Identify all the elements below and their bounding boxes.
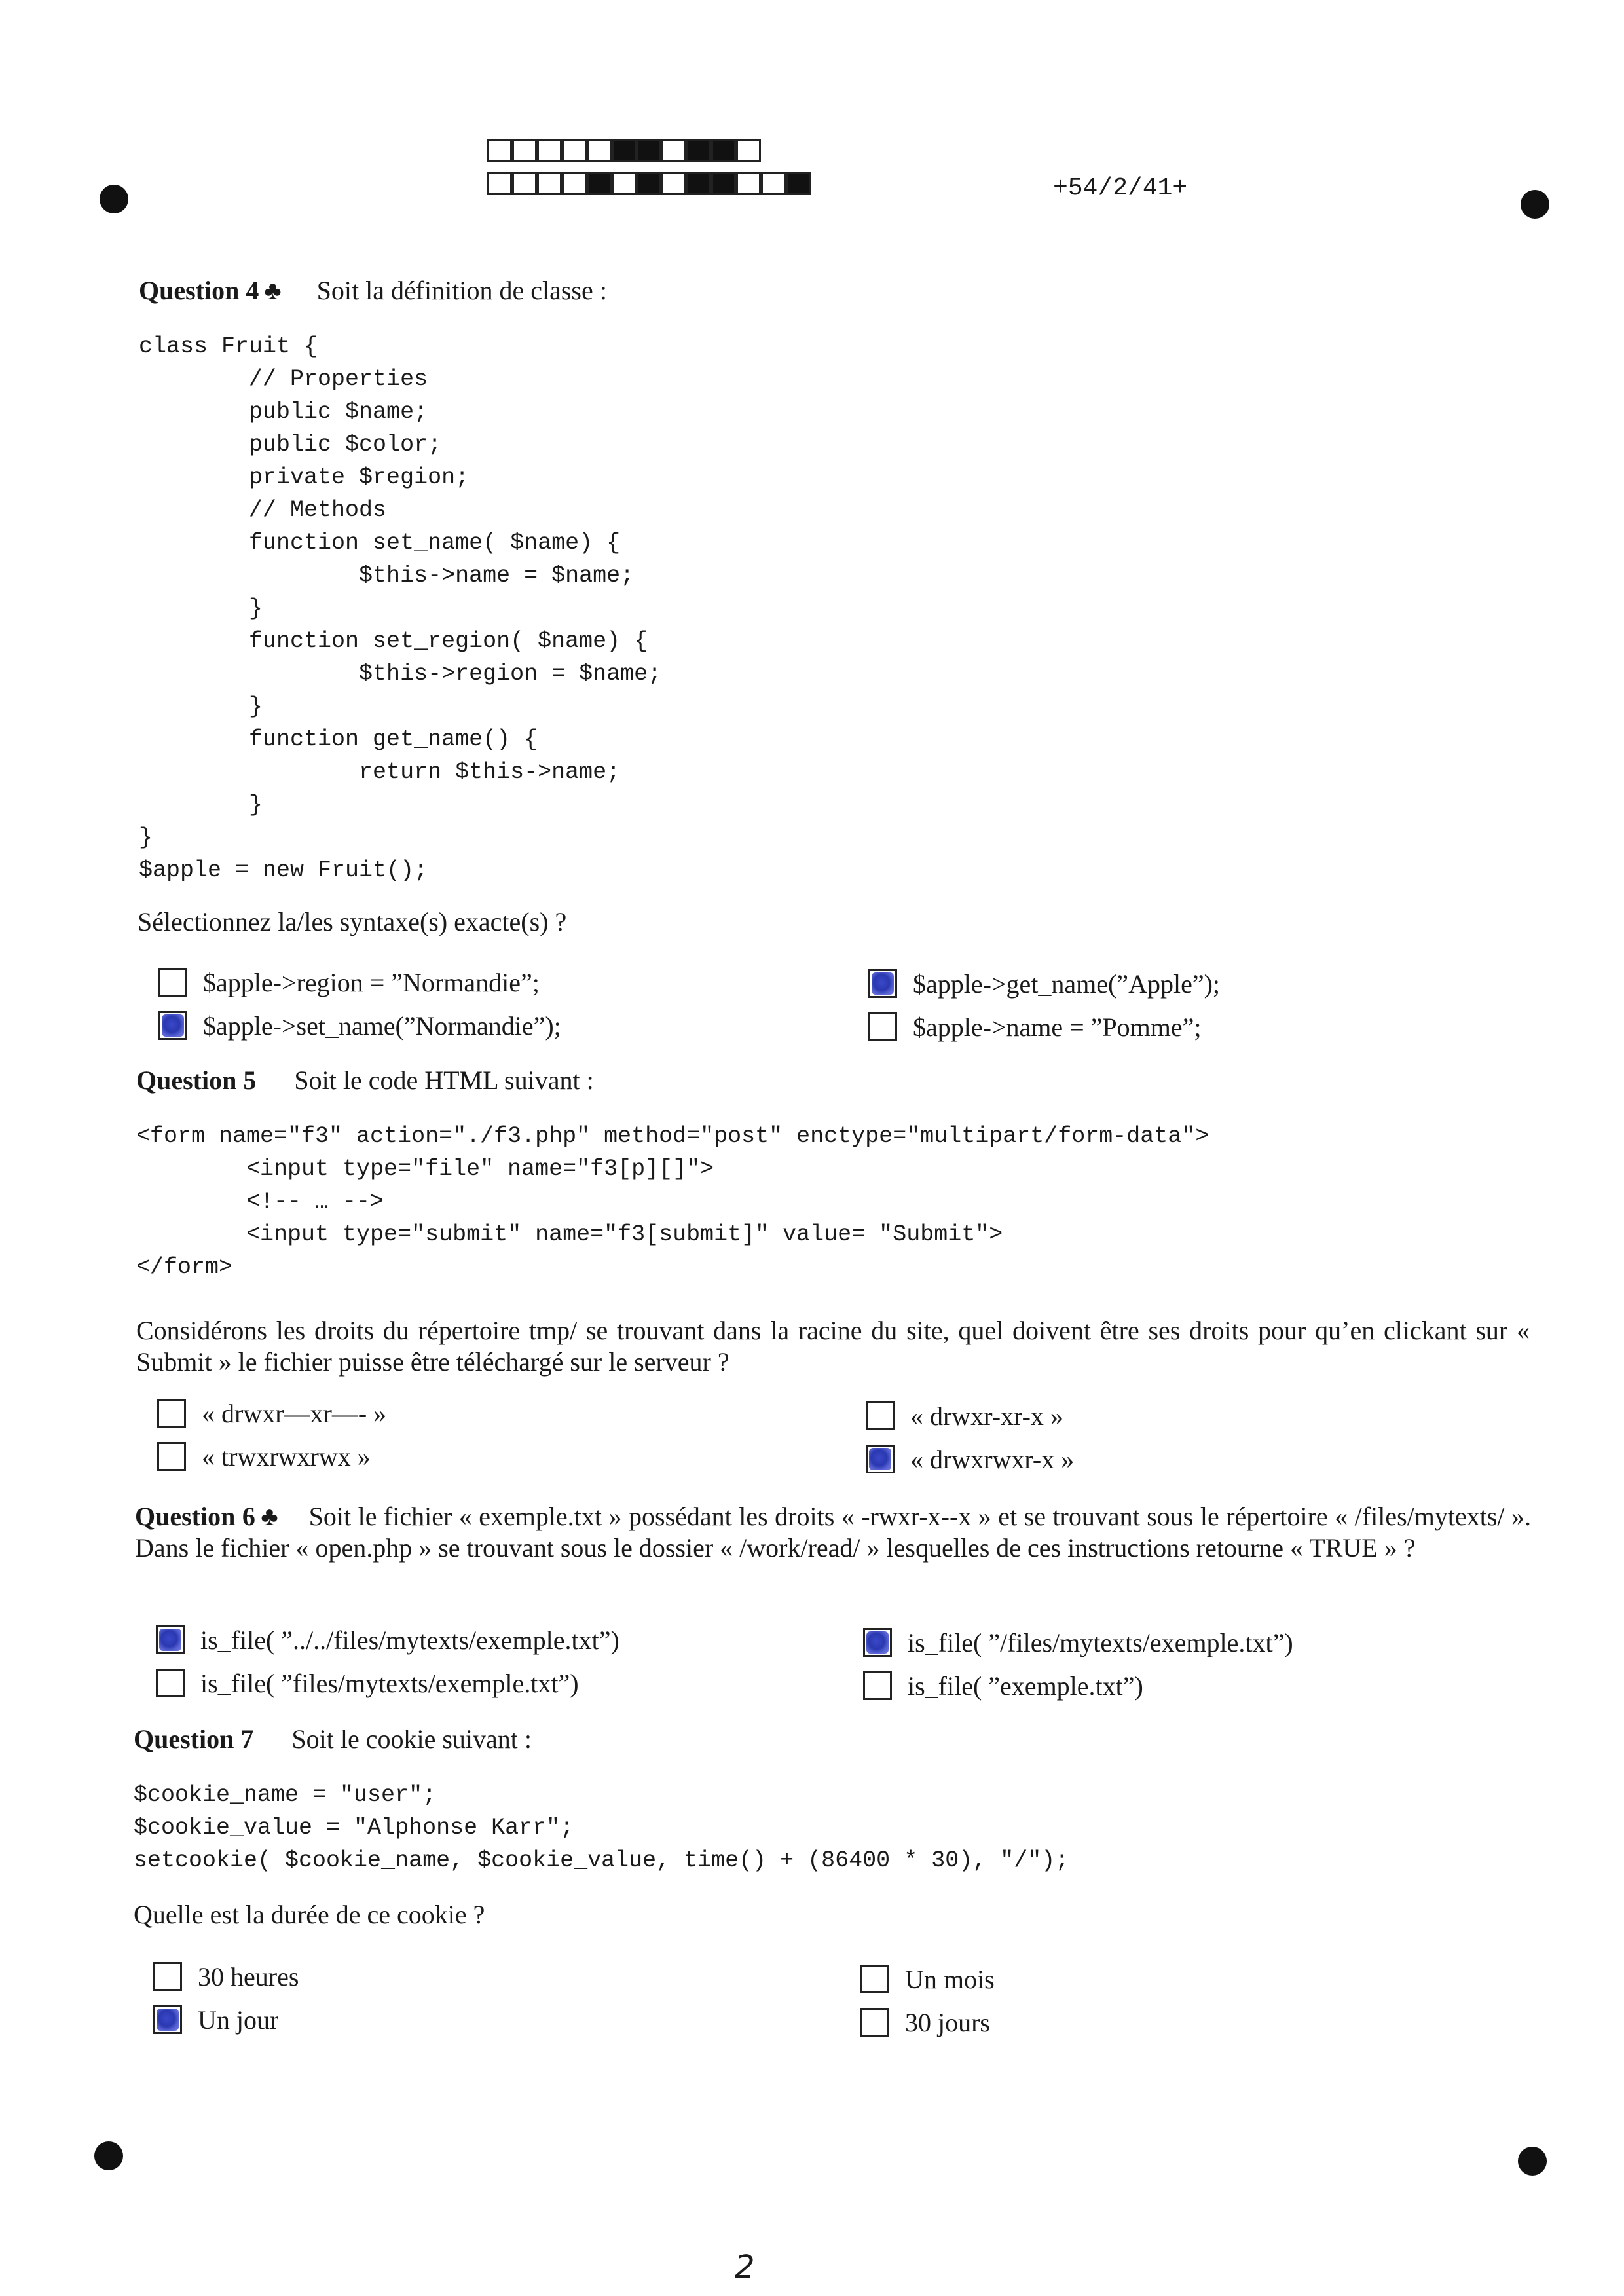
option-label: $apple->name = ”Pomme”; bbox=[913, 1012, 1202, 1042]
checkbox[interactable] bbox=[158, 968, 187, 997]
barcode-cell bbox=[562, 139, 587, 162]
registration-mark-bottom-right bbox=[1518, 2147, 1547, 2176]
barcode-cell bbox=[736, 139, 761, 162]
checkbox[interactable] bbox=[860, 1965, 889, 1993]
question-7-label: Question 7 bbox=[134, 1724, 254, 1754]
barcode-cell bbox=[537, 139, 562, 162]
barcode-cell bbox=[562, 172, 587, 195]
option-label: $apple->region = ”Normandie”; bbox=[203, 967, 540, 997]
option-label: is_file( ”exemple.txt”) bbox=[908, 1671, 1143, 1701]
checkmark-scribble bbox=[869, 1448, 891, 1470]
q4-option-2[interactable] bbox=[868, 967, 1220, 1001]
option-label: is_file( ”files/mytexts/exemple.txt”) bbox=[200, 1668, 579, 1698]
barcode-cell bbox=[736, 172, 761, 195]
question-5-prompt: Considérons les droits du répertoire tmp/ se trouvant dans la racine du site, quel doivent être ses droits pour qu’en clickant sur « Submit » le fichier puisse être téléchargé sur le serveur ? bbox=[136, 1316, 1530, 1377]
registration-mark-top-left bbox=[100, 185, 128, 213]
question-5-header bbox=[136, 1065, 594, 1096]
question-5-intro: Soit le code HTML suivant : bbox=[294, 1065, 594, 1095]
option-label: $apple->set_name(”Normandie”); bbox=[203, 1010, 561, 1041]
q7-option-4[interactable] bbox=[860, 2005, 990, 2039]
q6-option-1[interactable] bbox=[156, 1623, 619, 1657]
question-7-intro: Soit le cookie suivant : bbox=[291, 1724, 532, 1754]
checkbox[interactable] bbox=[157, 1442, 186, 1471]
checkbox[interactable] bbox=[156, 1625, 185, 1654]
question-4-header bbox=[139, 275, 607, 306]
barcode-cell bbox=[512, 139, 537, 162]
club-icon: ♣ bbox=[260, 1502, 279, 1531]
question-6-prompt: Soit le fichier « exemple.txt » possédant les droits « -rwxr-x--x » et se trouvant sous le répertoire « /files/mytexts/ ». Dans le fichier « open.php » se trouvant sous le dossier « /work/read/ » lesquelles de ces instructions retourne « TRUE » ? bbox=[135, 1502, 1532, 1563]
checkbox[interactable] bbox=[863, 1671, 892, 1700]
registration-mark-top-right bbox=[1521, 190, 1549, 219]
checkbox[interactable] bbox=[157, 1399, 186, 1428]
q4-option-4[interactable] bbox=[868, 1010, 1202, 1044]
barcode-cell bbox=[711, 139, 736, 162]
option-label: is_file( ”/files/mytexts/exemple.txt”) bbox=[908, 1627, 1293, 1657]
barcode-cell bbox=[587, 172, 612, 195]
q4-option-3[interactable] bbox=[158, 1009, 561, 1043]
barcode-cell bbox=[786, 172, 811, 195]
page-id: +54/2/41+ bbox=[1053, 174, 1188, 202]
q7-option-1[interactable] bbox=[153, 1959, 299, 1993]
checkmark-scribble bbox=[159, 1629, 181, 1651]
option-label: « drwxr-xr-x » bbox=[910, 1401, 1063, 1431]
barcode-cell bbox=[612, 139, 637, 162]
barcode-cell bbox=[487, 172, 512, 195]
barcode-cell bbox=[661, 139, 686, 162]
barcode-cell bbox=[686, 139, 711, 162]
barcode-cell bbox=[686, 172, 711, 195]
barcode-cell bbox=[612, 172, 637, 195]
option-label: Un jour bbox=[198, 2005, 279, 2035]
question-6-label: Question 6 bbox=[135, 1502, 255, 1531]
option-label: is_file( ”../../files/mytexts/exemple.txt”) bbox=[200, 1625, 619, 1655]
checkmark-scribble bbox=[866, 1631, 889, 1654]
option-label: $apple->get_name(”Apple”); bbox=[913, 969, 1221, 999]
checkbox[interactable] bbox=[860, 2008, 889, 2037]
option-label: Un mois bbox=[905, 1964, 995, 1994]
q6-option-3[interactable] bbox=[156, 1666, 579, 1700]
barcode-cell bbox=[711, 172, 736, 195]
q5-option-4[interactable] bbox=[866, 1442, 1074, 1476]
q6-option-2[interactable] bbox=[863, 1625, 1293, 1659]
question-5-code: <form name="f3" action="./f3.php" method="post" enctype="multipart/form-data"> <input type="file" name="f3[p][]"> <!-- … --> <input type="submit" name="f3[submit]" value= "Submit"> </form> bbox=[136, 1123, 1209, 1280]
question-4-intro: Soit la définition de classe : bbox=[316, 276, 607, 305]
checkbox[interactable] bbox=[868, 1012, 897, 1041]
q4-option-1[interactable] bbox=[158, 965, 540, 999]
q5-option-1[interactable] bbox=[157, 1396, 386, 1430]
q7-option-2[interactable] bbox=[860, 1962, 995, 1996]
q5-option-3[interactable] bbox=[157, 1439, 371, 1473]
handwritten-page-number: 2 bbox=[735, 2249, 755, 2286]
barcode-cell bbox=[487, 139, 512, 162]
checkbox[interactable] bbox=[866, 1445, 895, 1473]
checkmark-scribble bbox=[872, 972, 894, 995]
checkbox[interactable] bbox=[863, 1628, 892, 1657]
registration-mark-bottom-left bbox=[94, 2141, 123, 2170]
question-5-label: Question 5 bbox=[136, 1065, 257, 1095]
q7-option-3[interactable] bbox=[153, 2003, 278, 2037]
question-7-prompt: Quelle est la durée de ce cookie ? bbox=[134, 1900, 485, 1929]
checkbox[interactable] bbox=[153, 2005, 182, 2034]
question-7-header bbox=[134, 1724, 532, 1755]
q5-option-2[interactable] bbox=[866, 1399, 1063, 1433]
question-4-prompt: Sélectionnez la/les syntaxe(s) exacte(s) ? bbox=[138, 907, 567, 936]
option-label: « trwxrwxrwx » bbox=[202, 1441, 371, 1472]
checkbox[interactable] bbox=[866, 1401, 895, 1430]
barcode-cell bbox=[637, 139, 661, 162]
barcode-cell bbox=[587, 139, 612, 162]
checkmark-scribble bbox=[157, 2009, 179, 2031]
checkmark-scribble bbox=[162, 1014, 184, 1037]
club-icon: ♣ bbox=[264, 276, 282, 305]
checkbox[interactable] bbox=[868, 969, 897, 998]
barcode-cell bbox=[761, 172, 786, 195]
barcode-cell bbox=[512, 172, 537, 195]
option-label: 30 jours bbox=[905, 2007, 990, 2037]
checkbox[interactable] bbox=[153, 1962, 182, 1991]
barcode-cell bbox=[637, 172, 661, 195]
question-4-code: class Fruit { // Properties public $name; public $color; private $region; // Methods function set_name( $name) { $this->name = $name; } function set_region( $name) { $this->region = $name; } function get_name() { return $this->name; } } $apple = new Fruit(); bbox=[139, 333, 662, 883]
question-4-label: Question 4 bbox=[139, 276, 259, 305]
barcode-cell bbox=[537, 172, 562, 195]
q6-option-4[interactable] bbox=[863, 1669, 1143, 1703]
option-label: 30 heures bbox=[198, 1961, 299, 1991]
checkbox[interactable] bbox=[158, 1011, 187, 1040]
checkbox[interactable] bbox=[156, 1669, 185, 1697]
option-label: « drwxr—xr—- » bbox=[202, 1398, 387, 1428]
option-label: « drwxrwxr-x » bbox=[910, 1444, 1075, 1474]
question-6-block bbox=[135, 1501, 1531, 1564]
barcode-cell bbox=[661, 172, 686, 195]
question-7-code: $cookie_name = "user"; $cookie_value = "Alphonse Karr"; setcookie( $cookie_name, $cookie_value, time() + (86400 * 30), "/"); bbox=[134, 1782, 1069, 1874]
